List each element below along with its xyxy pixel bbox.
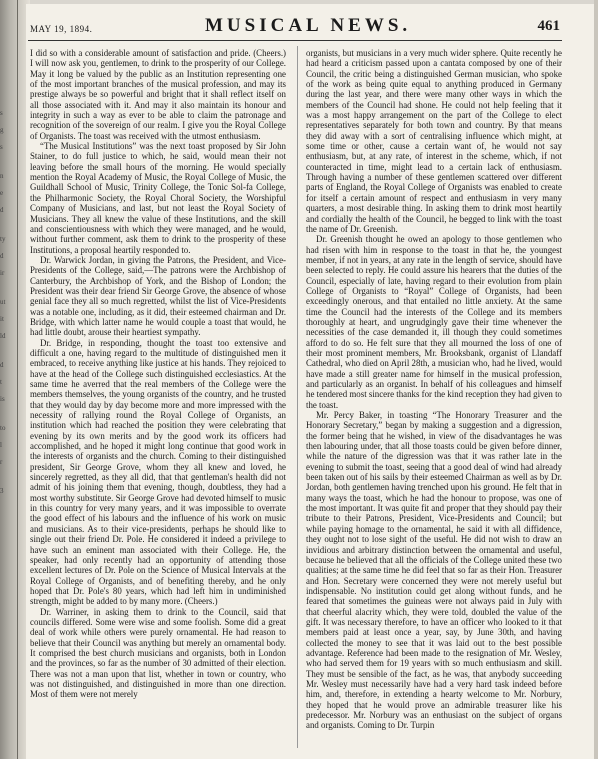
scan-edge xyxy=(594,0,598,759)
paragraph: “The Musical Institutions” was the next toast proposed by Sir John Stainer, to do full justice to which, he said, would mean their not leaving before the small hours of the morning. He would specially mention the Royal Academy of Music, the Royal College of Music, the Guildhall School of Music, Trinity College, the Tonic Sol-fa College, the Philharmonic Society, the Royal Choral Society, the Worshipful Company of Musicians, and last, but not least the Royal Society of Musicians. They all knew the value of these Institutions, and the skill and conscientiousness with which they were managed, and he would, without further comment, ask them to drink to the prosperity of these Institutions, a proposal heartily responded to. xyxy=(30,141,286,255)
gutter-fragment: ir xyxy=(0,269,5,277)
gutter-fragment: to xyxy=(0,424,6,432)
gutter-fragment: g xyxy=(0,126,4,134)
gutter-fragment: e xyxy=(0,189,4,197)
paragraph: organists, but musicians in a very much wider sphere. Quite recently he had heard a criticism passed upon a cantata composed by one of their Council, the critic being a distinguished German musician, who spoke of the work as being quite equal to anything produced in Germany during the last year, and there were many other ways in which the members of the Council had shone. He could not help feeling that it was a most happy arrangement on the part of the College to elect representatives separately for both town and country. By that means they did away with a sort of centralising influence which might, at some time or other, cause a certain want of, he would not say enthusiasm, but, at any rate, of interest in the scheme, which, if not counteracted in time, might lead to a certain lack of enthusiasm. Through having a number of these gentlemen scattered over different parts of England, the Royal College of Organists was enabled to create for itself a certain amount of respect and enthusiasm in very many quarters, a most desirable thing. In asking them to drink most heartily and cordially the health of the Council, he begged to link with the toast the name of Dr. Greenish. xyxy=(306,48,562,234)
page-number: 461 xyxy=(537,18,560,34)
paragraph: Dr. Warwick Jordan, in giving the Patrons, the President, and Vice-Presidents of the College, said,—The patrons were the Archbishop of Canterbury, the Archbishop of York, and the Bishop of London; the President was their dear friend Sir George Grove, the absence of whose genial face they all so much regretted, whilst the list of Vice-Presidents was a notable one, including, as it did, their esteemed chairman and Dr. Bridge, with which latter name he would couple a toast that would, he had little doubt, arouse their heartiest sympathy. xyxy=(30,254,286,338)
paragraph: Dr. Warriner, in asking them to drink to the Council, said that councils differed. Some were wise and some foolish. Some did a great deal of work while others were purely ornamental. He had reason to believe that their Council was anything but merely an ornamental body. It comprised the best church musicians and organists, both in London and the provinces, so far as the number of 30 admitted of their election. There was not a man upon that list, whether in town or country, who was not distinguished, and distinguished in more than one direction. Most of them were not merely xyxy=(30,606,286,700)
gutter-fragment: t xyxy=(0,378,2,386)
gutter-fragment: ty xyxy=(0,235,6,243)
gutter-fragment: d xyxy=(0,361,4,369)
header-rule xyxy=(28,40,562,41)
issue-date: MAY 19, 1894. xyxy=(30,24,93,34)
gutter-fragment: s xyxy=(0,109,3,117)
gutter-fragment: is xyxy=(0,395,5,403)
gutter-fragments xyxy=(0,90,16,497)
gutter-fragment: d xyxy=(0,206,4,214)
gutter-fragment: ld xyxy=(0,332,6,340)
publication-title: MUSICAL NEWS. xyxy=(205,15,412,36)
column-divider xyxy=(297,46,298,748)
gutter-fragment: l xyxy=(0,441,2,449)
paragraph: I did so with a considerable amount of satisfaction and pride. (Cheers.) I will now ask you, gentlemen, to drink to the prosperity of our College. May it long be valued by the public as an Institution representing one of the most important branches of the musical profession, and may its prestige always be so powerful and bright that it shall reflect itself on all those associated with it. And may it also maintain its honour and integrity in such a way as ever to be able to claim the patronage and recognition of the sovereign of our realm. I give you the Royal College of Organists. The toast was received with the utmost enthusiasm. xyxy=(30,48,286,141)
gutter-fragment: d xyxy=(0,252,4,260)
gutter-fragment: s xyxy=(0,143,3,151)
left-column xyxy=(30,48,286,748)
right-column xyxy=(306,48,562,748)
binding-line xyxy=(17,0,18,759)
gutter-fragment: n xyxy=(0,172,4,180)
gutter-fragment: 3 xyxy=(0,487,4,495)
paragraph: Mr. Percy Baker, in toasting “The Honorary Treasurer and the Honorary Secretary,” began by making a suggestion and a digression, the former being that he wished, in view of the disadvantages he was then labouring under, that all those toasts could be given before dinner, while the nature of the digression was that it was rather late in the evening to submit the toast, seeing that a good deal of wind had already been taken out of his sails by their esteemed Chairman as well as by Dr. Jordan, both gentlemen having trenched upon his ground. He felt that in many ways the toast, which he had the honour to propose, was one of the most important. It was quite fit and proper that they should pay their tribute to their Patrons, President, Vice-Presidents and Council; but while paying homage to the ornamental, he said it with all diffidence, they ought not to lose sight of the useful. He did not wish to draw an invidious and arbitrary distinction between the ornamental and useful, because he believed that all the officials of the College united these two qualities; at the same time he did feel that so far as their Hon. Treasurer and Hon. Secretary were concerned they were not merely useful but indispensable. No institution could get along without funds, and he feared that sometimes the guineas were not always paid in July with that cheerful alacrity which, they were told, doubled the value of the gift. It was necessary therefore, to have an officer who looked to it that members paid at least once a year, say, by June 30th, and having collected the money to see that it was laid out to the best possible advantage. Reference had been made to the resignation of Mr. Wesley, who had served them for 19 years with so much enthusiasm and skill. They must be sensible of the fact, as he was, that anybody succeeding Mr. Wesley must necessarily have had a very hard task indeed before him, and, therefore, in extending a hearty welcome to Mr. Norbury, they hoped that he would prove an admirable treasurer like his predecessor. Mr. Norbury was an enthusiast on the subject of organs and organists. Coming to Dr. Turpin xyxy=(306,410,562,731)
gutter-fragment: it xyxy=(0,315,4,323)
page-header xyxy=(30,14,560,38)
gutter-fragment: ut xyxy=(0,298,6,306)
gutter-fragment: r xyxy=(0,458,3,466)
paragraph: Dr. Bridge, in responding, thought the toast too extensive and difficult a one, having regard to the multitude of distinguished men it embraced, to receive anything like justice at his hands. They rejoiced to have at the head of the College such distinguished ecclesiastics. At the same time he averred that the real members of the College were the members themselves, the young organists of the country, and he trusted that they would day by day become more and more impressed with the necessity of rallying round the Royal College of Organists, an institution which had reached the position they were celebrating that evening by its own merits and by the good work its officers had accomplished, and he hoped it might long continue that good work in the interests of organists and the church. Coming to their distinguished president, Sir George Grove, whom they all knew and loved, he sincerely regretted, as they all did, that that gentleman's health did not admit of his joining them that evening, though, doubtless, they had a most worthy substitute. Sir George Grove had devoted himself to music in this country for very many years, and it was impossible to overrate the good effect of his labours and the influence of his work on music and musicians. As to their vice-presidents, perhaps he should like to single out their friend Dr. Pole. He considered it indeed a privilege to have such an eminent man associated with their College. He, the speaker, had only recently had an opportunity of attending those excellent lectures of Dr. Pole on the Science of Musical Intervals at the Royal College of Organists, and of benefiting thereby, and he only hoped that Dr. Pole's 80 years, which had left him in undiminished strength, might be added to by many more. (Cheers.) xyxy=(30,337,286,607)
paragraph: Dr. Greenish thought he owed an apology to those gentlemen who had risen with him in response to the toast in that he, the youngest member, if not in years, at any rate in the length of service, should have been selected to reply. He could assure his hearers that the duties of the Council, especially of late, having regard to their evolution from plain College of Organists to “Royal” College of Organists, had been exceedingly onerous, and that entailed no little anxiety. At the same time the Council had the interests of the College and its members thoroughly at heart, and ungrudgingly gave their time whenever the necessities of the case demanded it, ill though they could sometimes afford to do so. He felt sure that they all mourned the loss of one of their most prominent members, Mr. Brooksbank, organist of Llandaff Cathedral, who died on April 28th, a musician who, had he lived, would have made a still greater name for himself in the musical profession, and particularly as an organist. In behalf of his colleagues and himself he tendered most sincere thanks for the kind reception they had given to the toast. xyxy=(306,234,562,410)
